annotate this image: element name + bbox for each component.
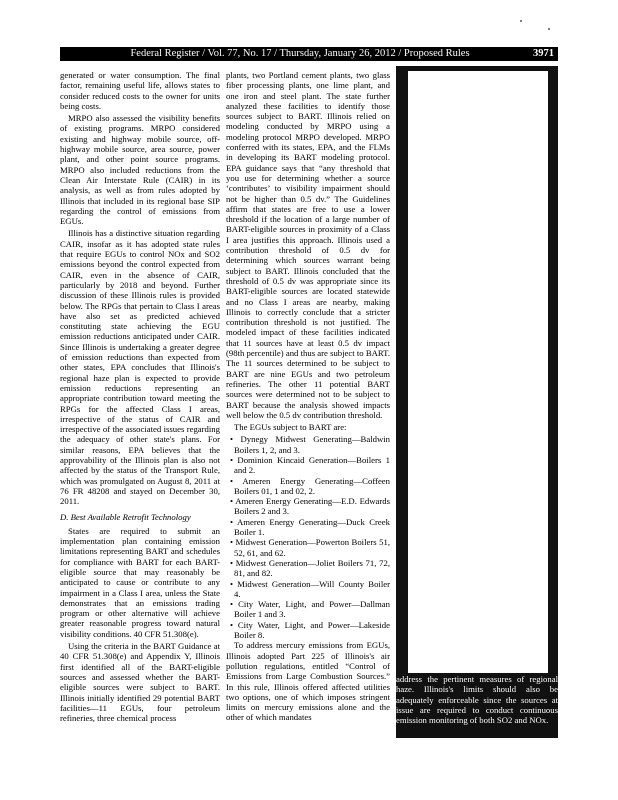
paragraph: generated or water consumption. The final factor, remaining useful life, allows states to consider reduced costs to the owner for units being costs. [60,70,220,111]
paragraph: The EGUs subject to BART are: [234,422,347,433]
paragraph: Using the criteria in the BART Guidance at 40 CFR 51.308(e) and Appendix Y, Illinois first identified all of the BART-eligible sources and assessed whether the BART-eligible sources were subject to BART. Illinois initially identified 29 potential BART facilities—11 EGUs, four petroleum refineries, three chemical process [60,641,220,724]
list-item: • Midwest Generation—Joliet Boilers 71, 72, 81, and 82. [226,558,390,579]
list-item: • Ameren Energy Generating—Duck Creek Boiler 1. [226,517,390,538]
paragraph: MRPO also assessed the visibility benefits of existing programs. MRPO considered existing and highway mobile source, off-highway mobile source, area source, power plant, and other point source programs. MRPO also included reductions from the Clean Air Interstate Rule (CAIR) in its analysis, as well as from rules adopted by Illinois that included in its regional base SIP regarding the control of emissions from EGUs. [60,113,220,227]
paragraph: plants, two Portland cement plants, two glass fiber processing plants, one lime plant, and one iron and steel plant. The state further analyzed these facilities to identify those sources subject to BART. Illinois relied on modeling conducted by MRPO using a modeling protocol MRPO developed. MRPO conferred with its states, EPA, and the FLMs in developing its BART modeling protocol. EPA guidance says that “any threshold that you use for determining whether a source ‘contributes’ to visibility impairment should not be higher than 0.5 dv.” The Guidelines affirm that states are free to use a lower threshold if the location of a large number of BART-eligible sources in proximity of a Class I area justifies this approach. Illinois used a contribution threshold of 0.5 dv for determining which sources warrant being subject to BART. Illinois concluded that the threshold of 0.5 dv was appropriate since its BART-eligible sources are located statewide and no Class I areas are nearby, making Illinois to correctly conclude that a stricter contribution threshold is not justified. The modeled impact of these facilities indicated that 11 sources have at least 0.5 dv impact (98th percentile) and thus are subject to BART. The 11 sources determined to be subject to BART are nine EGUs and two petroleum refineries. The other 11 potential BART sources were determined not to be subject to BART because the analysis showed impacts well below the 0.5 dv contribution threshold. [226,70,390,420]
paragraph: To address mercury emissions from EGUs, Illinois adopted Part 225 of Illinois's air pollution regulations, entitled “Control of Emissions from Large Combustion Sources.” In this rule, Illinois offered affected utilities two options, one of which imposes stringent limits on mercury emissions alone and the other of which mandates [226,640,390,723]
redaction-box [408,71,548,673]
list-item: • Dynegy Midwest Generating—Baldwin Boilers 1, 2, and 3. [226,434,390,455]
page-number: 3971 [533,48,554,59]
paragraph: Illinois has a distinctive situation regarding CAIR, insofar as it has adopted state rules that require EGUs to control NOx and SO2 emissions beyond the control expected from CAIR, even in the absence of CAIR, particularly by 2018 and beyond. Further discussion of these Illinois rules is provided below. The RPGs that pertain to Class I areas have also set as predicted achieved constituting state achieving the EGU emission reductions anticipated under CAIR. Since Illinois is undertaking a greater degree of emission reductions than expected from other states, EPA concludes that Illinois's regional haze plan is expected to provide emission reductions representing an appropriate contribution toward meeting the RPGs for the affected Class I areas, irrespective of the status of CAIR and irrespective of the associated issues regarding the adequacy of other state's plans. For similar reasons, EPA believes that the approvability of the Illinois plan is also not affected by the status of the Transport Rule, which was promulgated on August 8, 2011 at 76 FR 48208 and stayed on December 30, 2011. [60,228,220,507]
header-title: Federal Register / Vol. 77, No. 17 / Thursday, January 26, 2012 / Proposed Rules [130,48,470,59]
column-1 [60,70,220,725]
list-item: • City Water, Light, and Power—Lakeside Boiler 8. [226,620,390,641]
egu-list [226,434,390,640]
list-item: • Dominion Kincaid Generation—Boilers 1 and 2. [226,455,390,476]
page-header [60,47,558,61]
paragraph: address the pertinent measures of regional haze. Illinois's limits should also be adequately enforceable since the sources at issue are required to conduct continuous emission monitoring of both SO2 and NOx. [396,674,558,726]
list-item: • Midwest Generation—Powerton Boilers 51, 52, 61, and 62. [226,537,390,558]
list-item: • Ameren Energy Generating—E.D. Edwards Boilers 2 and 3. [226,496,390,517]
column-2 [226,70,390,725]
column-3-bottom-text [396,674,558,725]
list-item: • City Water, Light, and Power—Dallman Boiler 1 and 3. [226,599,390,620]
scan-speck [548,28,550,30]
list-item: • Ameren Energy Generating—Coffeen Boilers 01, 1 and 02, 2. [226,476,390,497]
section-heading: D. Best Available Retrofit Technology [60,512,191,523]
paragraph: States are required to submit an implementation plan containing emission limitations representing BART and schedules for compliance with BART for each BART-eligible source that may reasonably be anticipated to cause or contribute to any impairment in a Class I area, unless the State demonstrates that an emissions trading program or other alternative will achieve greater reasonable progress toward natural visibility conditions. 40 CFR 51.308(e). [60,525,220,639]
list-item: • Midwest Generation—Will County Boiler 4. [226,579,390,600]
scan-speck [520,20,522,22]
